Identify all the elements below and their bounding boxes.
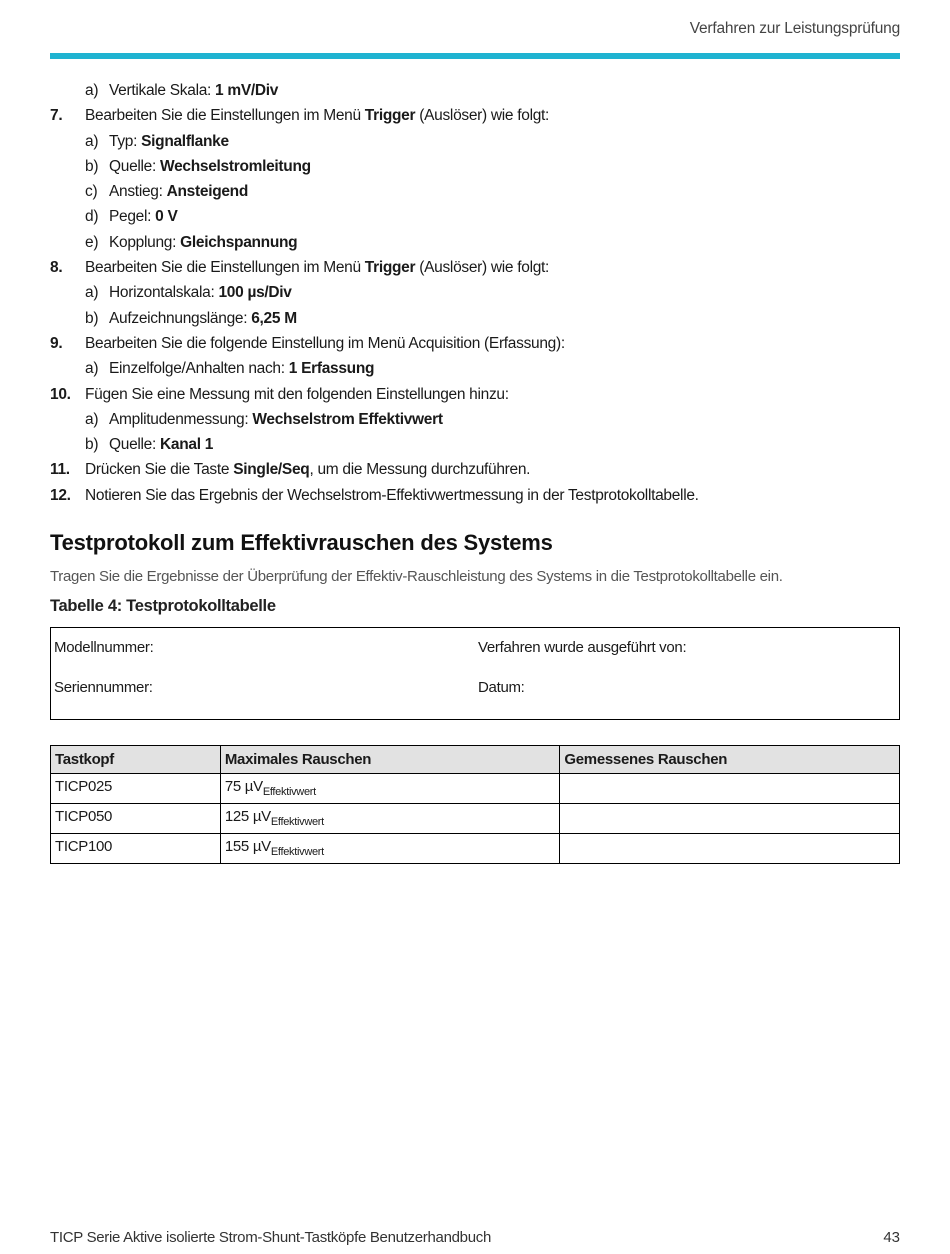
test-record-table [50, 745, 900, 864]
step-8: 8. Bearbeiten Sie die Einstellungen im Menü Trigger (Auslöser) wie folgt: [50, 259, 550, 277]
substep: d) Pegel: 0 V [85, 208, 178, 226]
header-rule [50, 53, 900, 59]
table-caption: Tabelle 4: Testprotokolltabelle [50, 597, 276, 615]
step-7: 7. Bearbeiten Sie die Einstellungen im Menü Trigger (Auslöser) wie folgt: [50, 107, 550, 125]
step-12: 12. Notieren Sie das Ergebnis der Wechselstrom-Effektivwertmessung in der Testprotokolltabelle. [50, 486, 699, 504]
serial-number-label: Seriennummer: [54, 679, 153, 696]
substep: a) Vertikale Skala: 1 mV/Div [85, 82, 279, 99]
substep: b) Quelle: Kanal 1 [85, 436, 214, 454]
max-noise-cell: 75 µV$_{Effektivwert}$ [220, 774, 560, 804]
measured-noise-cell[interactable] [560, 834, 900, 864]
max-noise-cell: 155 µV$_{Effektivwert}$ [220, 834, 560, 864]
table-row [51, 774, 900, 804]
page-number: 43 [883, 1229, 900, 1246]
column-header-max-noise: Maximales Rauschen [220, 746, 560, 774]
substep: a) Typ: Signalflanke [85, 132, 229, 150]
performed-by-label: Verfahren wurde ausgeführt von: [478, 639, 687, 656]
probe-cell: TICP025 [51, 774, 221, 804]
measured-noise-cell[interactable] [560, 804, 900, 834]
model-number-label: Modellnummer: [54, 639, 154, 656]
table-row [51, 804, 900, 834]
table-row [51, 834, 900, 864]
probe-cell: TICP100 [51, 834, 221, 864]
substep: b) Aufzeichnungslänge: 6,25 M [85, 309, 297, 327]
table-header-row [51, 746, 900, 774]
section-heading: Testprotokoll zum Effektivrauschen des Systems [50, 530, 553, 555]
substep: a) Einzelfolge/Anhalten nach: 1 Erfassung [85, 360, 375, 378]
section-intro: Tragen Sie die Ergebnisse der Überprüfung der Effektiv-Rauschleistung des Systems in die Testprotokolltabelle ein. [50, 568, 783, 585]
step-10: 10. Fügen Sie eine Messung mit den folgenden Einstellungen hinzu: [50, 385, 509, 403]
measured-noise-cell[interactable] [560, 774, 900, 804]
substep: c) Anstieg: Ansteigend [85, 183, 249, 201]
date-label: Datum: [478, 679, 525, 696]
column-header-probe: Tastkopf [51, 746, 221, 774]
procedure-steps [50, 78, 900, 508]
footer-title: TICP Serie Aktive isolierte Strom-Shunt-Tastköpfe Benutzerhandbuch [50, 1229, 491, 1246]
substep: a) Horizontalskala: 100 µs/Div [85, 284, 292, 302]
page-header-title: Verfahren zur Leistungsprüfung [689, 20, 900, 37]
substep: e) Kopplung: Gleichspannung [85, 233, 298, 251]
substep: b) Quelle: Wechselstromleitung [85, 157, 311, 175]
column-header-measured-noise: Gemessenes Rauschen [560, 746, 900, 774]
step-9: 9. Bearbeiten Sie die folgende Einstellung im Menü Acquisition (Erfassung): [50, 334, 565, 352]
probe-cell: TICP050 [51, 804, 221, 834]
record-info-box [50, 627, 900, 720]
max-noise-cell: 125 µV$_{Effektivwert}$ [220, 804, 560, 834]
substep: a) Amplitudenmessung: Wechselstrom Effektivwert [85, 410, 443, 428]
step-11: 11. Drücken Sie die Taste Single/Seq, um die Messung durchzuführen. [50, 461, 531, 479]
